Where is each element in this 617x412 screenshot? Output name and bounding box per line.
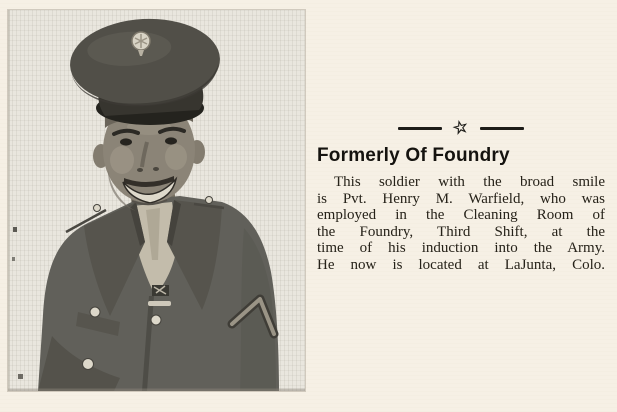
article-line: employed in the Cleaning Room of <box>317 207 605 224</box>
article-line: time of his induction into the Army. <box>317 240 605 257</box>
article-column <box>317 115 605 274</box>
soldier-portrait-illustration <box>8 10 305 391</box>
article-title: Formerly Of Foundry <box>317 145 510 166</box>
article-line: He now is located at LaJunta, Colo. <box>317 256 605 273</box>
service-cap <box>68 15 222 125</box>
star-divider <box>317 115 605 139</box>
article-body <box>317 174 605 274</box>
article-line: the Foundry, Third Shift, at the <box>317 223 605 240</box>
article-line: is Pvt. Henry M. Warfield, who was <box>317 190 605 207</box>
divider-rule-right <box>480 127 524 130</box>
divider-rule-left <box>398 127 442 130</box>
star-icon: ☆ <box>451 115 471 139</box>
soldier-portrait-photo <box>8 10 305 391</box>
scan-specks <box>12 227 23 379</box>
article-line: This soldier with the broad smile <box>334 174 605 190</box>
